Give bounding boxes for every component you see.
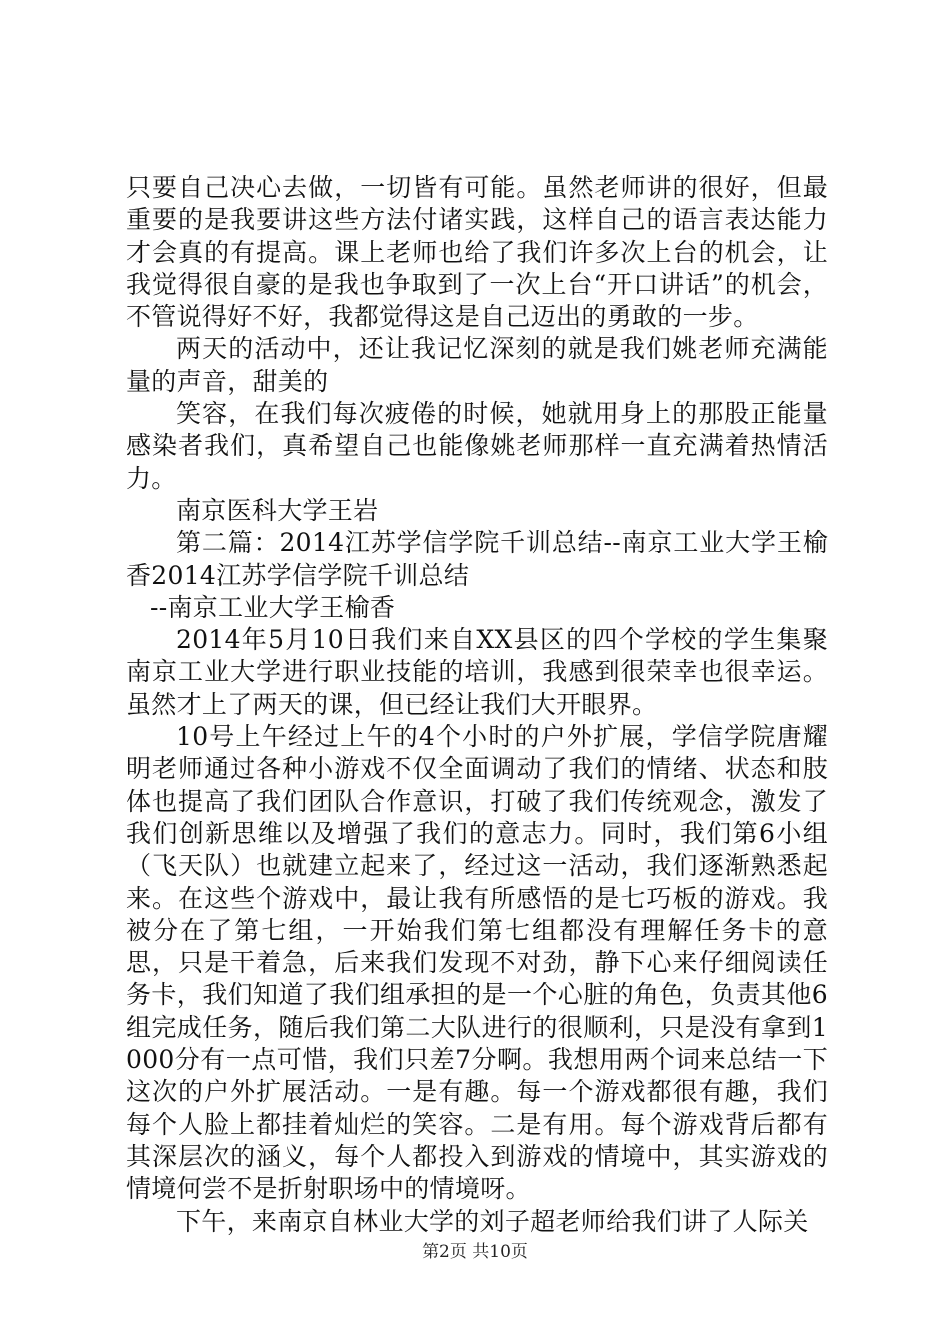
paragraph-intro: 2014年5月10日我们来自XX县区的四个学校的学生集聚南京工业大学进行职业技能的培训，我感到很荣幸也很幸运。虽然才上了两天的课，但已经让我们大开眼界。 bbox=[126, 625, 828, 719]
paragraph-smile: 笑容，在我们每次疲倦的时候，她就用身上的那股正能量感染者我们，真希望自己也能像姚老师那样一直充满着热情活力。 bbox=[126, 399, 828, 493]
document-body bbox=[126, 172, 828, 1238]
page-number-footer: 第2页 共10页 bbox=[422, 1242, 528, 1262]
paragraph-afternoon: 下午，来南京自林业大学的刘子超老师给我们讲了人际关 bbox=[176, 1206, 809, 1236]
section-subtitle: --南京工业大学王榆香 bbox=[150, 592, 396, 622]
section-heading: 第二篇：2014江苏学信学院千训总结--南京工业大学王榆香2014江苏学信学院千训总结 bbox=[126, 528, 828, 590]
paragraph-outdoor-activity: 10号上午经过上午的4个小时的户外扩展，学信学院唐耀明老师通过各种小游戏不仅全面调动了我们的情绪、状态和肢体也提高了我们团队合作意识，打破了我们传统观念，激发了我们创新思维以及增强了我们的意志力。同时，我们第6小组（飞天队）也就建立起来了，经过这一活动，我们逐渐熟悉起来。在这些个游戏中，最让我有所感悟的是七巧板的游戏。我被分在了第七组，一开始我们第七组都没有理解任务卡的意思，只是干着急，后来我们发现不对劲，静下心来仔细阅读任务卡，我们知道了我们组承担的是一个心脏的角色，负责其他6组完成任务，随后我们第二大队进行的很顺利，只是没有拿到1000分有一点可惜，我们只差7分啊。我想用两个词来总结一下这次的户外扩展活动。一是有趣。每一个游戏都很有趣，我们每个人脸上都挂着灿烂的笑容。二是有用。每个游戏背后都有其深层次的涵义，每个人都投入到游戏的情境中，其实游戏的情境何尝不是折射职场中的情境呀。 bbox=[126, 722, 828, 1204]
paragraph-continuation: 只要自己决心去做，一切皆有可能。虽然老师讲的很好，但最重要的是我要讲这些方法付诸实践，这样自己的语言表达能力才会真的有提高。课上老师也给了我们许多次上台的机会，让我觉得很自豪的是我也争取到了一次上台“开口讲话”的机会，不管说得好不好，我都觉得这是自己迈出的勇敢的一步。 bbox=[126, 173, 828, 332]
paragraph-teacher-voice: 两天的活动中，还让我记忆深刻的就是我们姚老师充满能量的声音，甜美的 bbox=[126, 334, 828, 396]
author-signature: 南京医科大学王岩 bbox=[176, 495, 379, 525]
